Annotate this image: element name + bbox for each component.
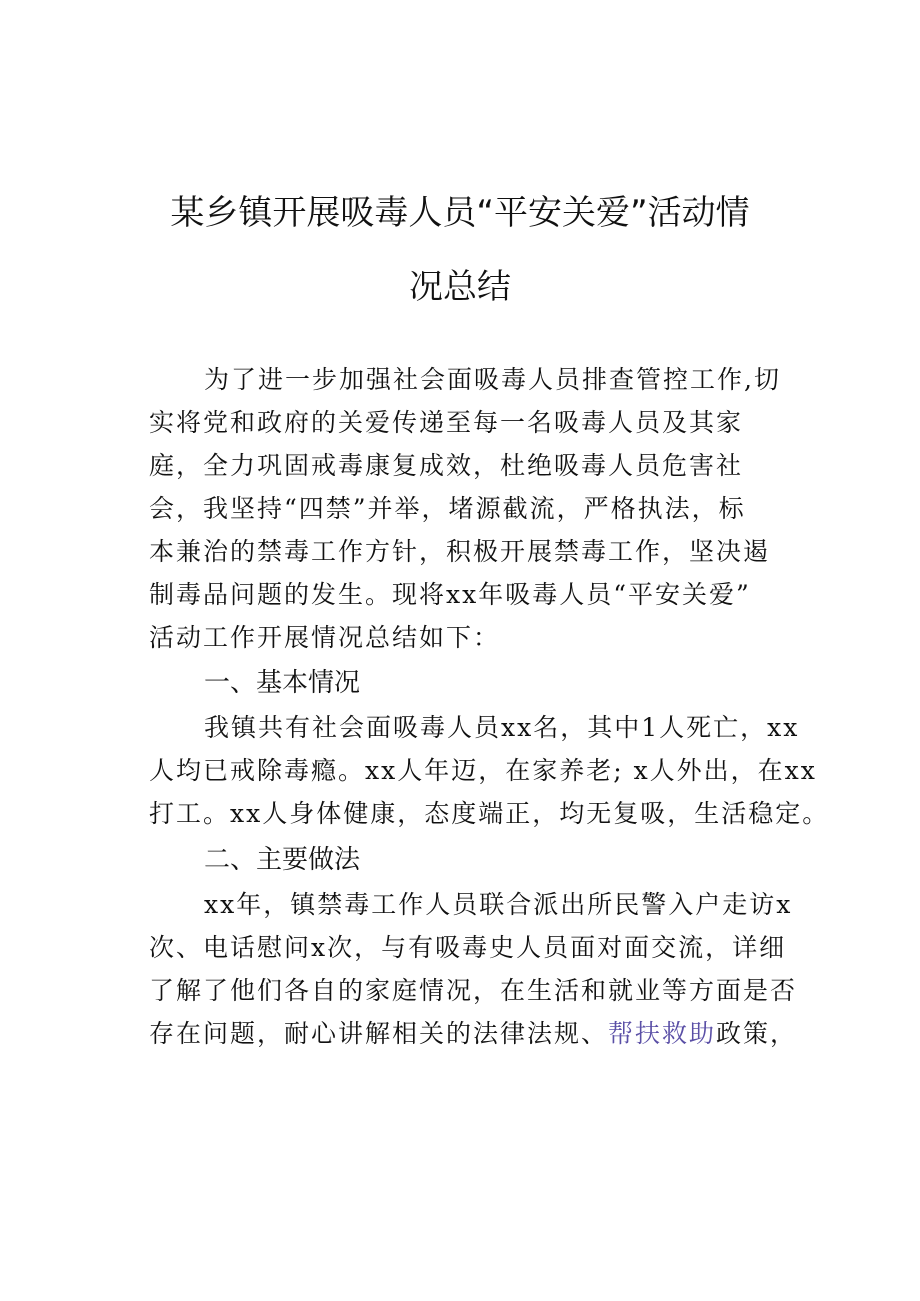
intro-line: 为了进一步加强社会面吸毒人员排查管控工作,切 bbox=[204, 365, 781, 394]
section2-line: xx年，镇禁毒工作人员联合派出所民警入户走访x bbox=[204, 890, 793, 919]
document-title-line-1: 某乡镇开展吸毒人员“平安关爱”活动情 bbox=[170, 193, 750, 233]
intro-line: 本兼治的禁毒工作方针，积极开展禁毒工作，坚决遏 bbox=[149, 537, 771, 566]
section1-line: 我镇共有社会面吸毒人员xx名，其中1人死亡，xx bbox=[204, 713, 800, 742]
section-heading-basic: 一、基本情况 bbox=[204, 668, 361, 698]
intro-line: 实将党和政府的关爱传递至每一名吸毒人员及其家 bbox=[149, 408, 744, 437]
section-heading-measures: 二、主要做法 bbox=[204, 845, 361, 875]
section1-line: 打工。xx人身体健康，态度端正，均无复吸，生活稳定。 bbox=[149, 799, 830, 828]
section2-line bbox=[149, 1019, 798, 1048]
help-policy-link[interactable]: 帮扶救助 bbox=[608, 1019, 717, 1048]
section2-line4-suffix: 政策， bbox=[716, 1019, 798, 1048]
intro-line: 会，我坚持“四禁”并举，堵源截流，严格执法，标 bbox=[149, 494, 746, 523]
section2-line4-prefix: 存在问题，耐心讲解相关的法律法规、 bbox=[149, 1019, 609, 1048]
section1-line: 人均已戒除毒瘾。xx人年迈，在家养老; x人外出，在xx bbox=[149, 756, 817, 785]
intro-line: 制毒品问题的发生。现将xx年吸毒人员“平安关爱” bbox=[149, 580, 751, 609]
section2-line: 次、电话慰问x次，与有吸毒史人员面对面交流，详细 bbox=[149, 933, 787, 962]
intro-line: 活动工作开展情况总结如下： bbox=[149, 623, 501, 652]
document-title-line-2: 况总结 bbox=[409, 267, 511, 307]
intro-line: 庭，全力巩固戒毒康复成效，杜绝吸毒人员危害社 bbox=[149, 451, 744, 480]
section2-line: 了解了他们各自的家庭情况，在生活和就业等方面是否 bbox=[149, 976, 798, 1005]
